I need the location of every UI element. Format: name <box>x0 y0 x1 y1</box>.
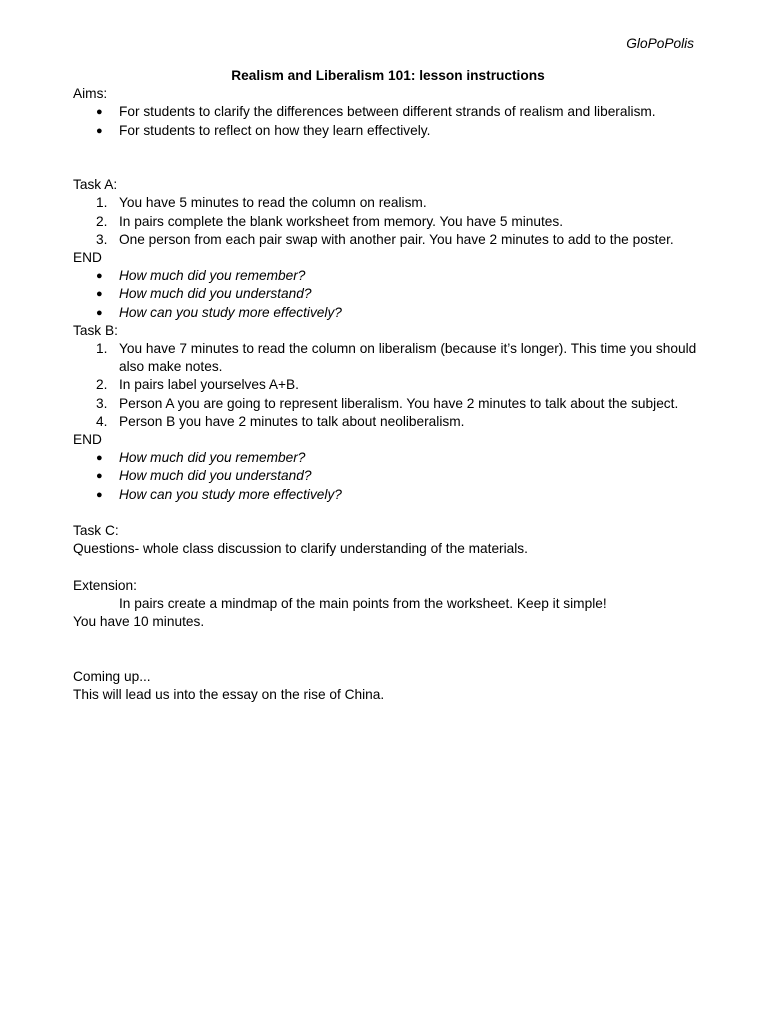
task-a-heading: Task A: <box>73 177 118 193</box>
task-a-step <box>73 194 703 212</box>
reflection-item <box>73 285 703 303</box>
reflection-text: How can you study more effectively? <box>119 486 342 502</box>
spacer <box>73 631 703 649</box>
step-number: 3. <box>96 231 108 247</box>
task-a-step <box>73 231 703 249</box>
step-text: One person from each pair swap with another pair. You have 2 minutes to add to the poster. <box>119 231 674 247</box>
reflection-item <box>73 467 703 485</box>
step-number: 2. <box>96 377 108 393</box>
spacer <box>73 140 703 158</box>
task-b-heading: Task B: <box>73 322 118 338</box>
step-text: You have 7 minutes to read the column on liberalism (because it’s longer). This time you should also make notes. <box>119 341 697 375</box>
step-number: 3. <box>96 395 108 411</box>
aims-item <box>73 122 703 140</box>
step-text: Person B you have 2 minutes to talk about neoliberalism. <box>119 413 465 429</box>
step-text: In pairs complete the blank worksheet from memory. You have 5 minutes. <box>119 213 564 229</box>
task-c-text: Questions- whole class discussion to clarify understanding of the materials. <box>73 541 528 557</box>
coming-up-heading: Coming up... <box>73 668 151 684</box>
document-body <box>73 67 703 704</box>
aims-item <box>73 103 703 121</box>
bullet-icon: ● <box>96 124 103 137</box>
task-c-heading: Task C: <box>73 523 119 539</box>
bullet-icon: ● <box>96 452 103 465</box>
task-b-step <box>73 395 703 413</box>
aims-list <box>73 103 703 139</box>
aims-item-text: For students to reflect on how they learn effectively. <box>119 122 431 138</box>
task-b-step <box>73 413 703 431</box>
spacer <box>73 504 703 522</box>
task-a-step <box>73 213 703 231</box>
step-number: 4. <box>96 413 108 429</box>
reflection-text: How much did you remember? <box>119 268 306 284</box>
reflection-text: How can you study more effectively? <box>119 304 342 320</box>
step-text: You have 5 minutes to read the column on realism. <box>119 195 427 211</box>
reflection-text: How much did you understand? <box>119 286 312 302</box>
reflection-item <box>73 486 703 504</box>
bullet-icon: ● <box>96 270 103 283</box>
task-b-step <box>73 340 703 376</box>
spacer <box>73 158 703 176</box>
reflection-item <box>73 267 703 285</box>
reflection-text: How much did you understand? <box>119 468 312 484</box>
bullet-icon: ● <box>96 288 103 301</box>
bullet-icon: ● <box>96 488 103 501</box>
extension-heading: Extension: <box>73 577 137 593</box>
reflection-item <box>73 304 703 322</box>
task-b-reflections <box>73 449 703 504</box>
brand-header: GloPoPolis <box>626 36 694 51</box>
step-text: In pairs label yourselves A+B. <box>119 377 299 393</box>
reflection-text: How much did you remember? <box>119 450 306 466</box>
spacer <box>73 558 703 576</box>
bullet-icon: ● <box>96 306 103 319</box>
bullet-icon: ● <box>96 106 103 119</box>
step-number: 2. <box>96 213 108 229</box>
aims-heading: Aims: <box>73 86 108 102</box>
task-a-end: END <box>73 250 102 265</box>
task-b-step <box>73 376 703 394</box>
task-a-reflections <box>73 267 703 322</box>
coming-up-text: This will lead us into the essay on the rise of China. <box>73 686 385 702</box>
bullet-icon: ● <box>96 470 103 483</box>
task-a-steps <box>73 194 703 249</box>
extension-text: In pairs create a mindmap of the main points from the worksheet. Keep it simple! <box>119 595 607 611</box>
step-number: 1. <box>96 341 108 357</box>
document-title: Realism and Liberalism 101: lesson instructions <box>231 68 545 83</box>
task-b-end: END <box>73 432 102 448</box>
extension-time: You have 10 minutes. <box>73 614 205 630</box>
aims-item-text: For students to clarify the differences between different strands of realism and liberalism. <box>119 104 656 120</box>
spacer <box>73 649 703 667</box>
step-number: 1. <box>96 195 108 211</box>
task-b-steps <box>73 340 703 431</box>
step-text: Person A you are going to represent liberalism. You have 2 minutes to talk about the subject. <box>119 395 679 411</box>
reflection-item <box>73 449 703 467</box>
